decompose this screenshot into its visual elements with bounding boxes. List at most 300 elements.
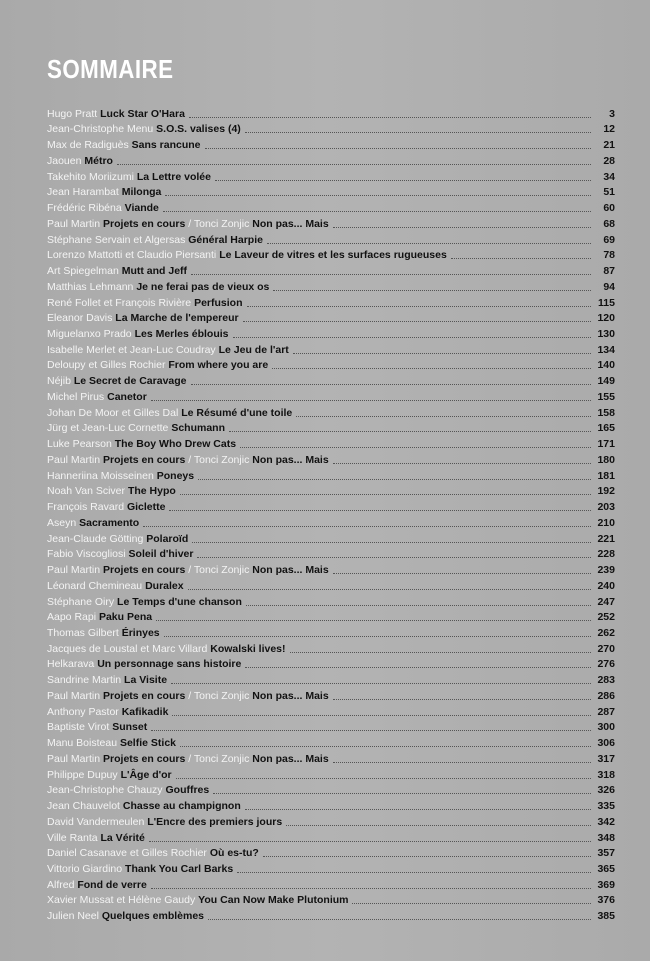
- dot-leader: [198, 478, 591, 480]
- entry-title: Perfusion: [194, 296, 243, 309]
- dot-leader: [172, 714, 591, 716]
- entry-title: Le Résumé d'une toile: [181, 406, 293, 419]
- entry-author: Paul Martin: [47, 752, 101, 765]
- entry-page-number: 3: [609, 107, 615, 120]
- entry-author: Sandrine Martin: [47, 674, 122, 687]
- toc-entry: [47, 231, 615, 247]
- toc-entry: [47, 813, 615, 829]
- entry-title: Je ne ferai pas de vieux os: [136, 280, 270, 293]
- toc-entry: [47, 829, 615, 845]
- table-of-contents: [47, 105, 615, 923]
- entry-page-number: 276: [597, 658, 615, 671]
- entry-page-number: 130: [597, 328, 615, 341]
- entry-author: Aapo Rapi: [47, 611, 97, 624]
- toc-entry: [47, 121, 615, 137]
- entry-title: Chasse au champignon: [122, 800, 241, 813]
- entry-author: Jean-Christophe Menu: [47, 123, 154, 136]
- entry-page-number: 60: [603, 202, 615, 215]
- dot-leader: [191, 383, 591, 385]
- entry-text: [47, 328, 229, 341]
- entry-author: Philippe Dupuy: [47, 768, 118, 781]
- toc-entry: [47, 105, 615, 121]
- entry-author: Stéphane Servain et Algersas: [47, 233, 186, 246]
- entry-title: Mutt and Jeff: [121, 265, 188, 278]
- dot-leader: [180, 745, 591, 747]
- dot-leader: [237, 871, 591, 873]
- dot-leader: [188, 588, 591, 590]
- entry-author: Art Spiegelman: [47, 265, 119, 278]
- dot-leader: [245, 666, 591, 668]
- dot-leader: [229, 430, 591, 432]
- entry-title: Projets en cours: [103, 689, 186, 702]
- dot-leader: [205, 147, 591, 149]
- entry-title: Schumann: [171, 422, 226, 435]
- entry-author: Julien Neel: [47, 910, 99, 923]
- entry-title: Projets en cours: [103, 217, 186, 230]
- dot-leader: [213, 792, 591, 794]
- entry-title-secondary: Non pas... Mais: [252, 217, 329, 230]
- entry-text: [47, 485, 176, 498]
- entry-separator: /: [185, 217, 194, 230]
- toc-entry: [47, 372, 615, 388]
- entry-page-number: 180: [597, 453, 615, 466]
- entry-text: [47, 123, 241, 136]
- entry-author: Paul Martin: [47, 564, 101, 577]
- entry-text: [47, 533, 188, 546]
- entry-text: [47, 690, 329, 703]
- entry-author: Jaouen: [47, 154, 82, 167]
- entry-title: Où es-tu?: [209, 847, 259, 860]
- entry-title: Gouffres: [165, 784, 210, 797]
- entry-page-number: 306: [597, 737, 615, 750]
- entry-page-number: 12: [603, 123, 615, 136]
- entry-title: Métro: [84, 154, 113, 167]
- entry-author: Fabio Viscogliosi: [47, 548, 126, 561]
- dot-leader: [151, 399, 591, 401]
- entry-title: Sunset: [112, 721, 148, 734]
- entry-text: [47, 737, 176, 750]
- dot-leader: [333, 761, 591, 763]
- entry-text: [47, 108, 185, 121]
- entry-page-number: 287: [597, 705, 615, 718]
- dot-leader: [286, 824, 591, 826]
- toc-entry: [47, 892, 615, 908]
- entry-title: Poneys: [156, 469, 195, 482]
- entry-title: Le Secret de Caravage: [73, 375, 187, 388]
- entry-title-secondary: Non pas... Mais: [252, 453, 329, 466]
- dot-leader: [149, 840, 591, 842]
- entry-title: La Vérité: [100, 831, 145, 844]
- entry-page-number: 348: [597, 831, 615, 844]
- entry-author: Jean Harambat: [47, 186, 119, 199]
- entry-author: Manu Boisteau: [47, 737, 118, 750]
- entry-text: [47, 706, 168, 719]
- entry-page-number: 94: [603, 280, 615, 293]
- entry-text: [47, 359, 268, 372]
- entry-page-number: 140: [597, 359, 615, 372]
- entry-page-number: 181: [597, 469, 615, 482]
- dot-leader: [215, 179, 591, 181]
- entry-page-number: 221: [597, 532, 615, 545]
- entry-author: Jürg et Jean-Luc Cornette: [47, 422, 169, 435]
- entry-title: Sans rancune: [131, 139, 201, 152]
- entry-title: S.O.S. valises (4): [156, 123, 241, 136]
- toc-entry: [47, 766, 615, 782]
- dot-leader: [333, 462, 591, 464]
- entry-page-number: 365: [597, 862, 615, 875]
- toc-entry: [47, 498, 615, 514]
- entry-text: [47, 894, 348, 907]
- entry-author: Takehito Moriizumi: [47, 170, 134, 183]
- entry-page-number: 262: [597, 626, 615, 639]
- entry-page-number: 369: [597, 878, 615, 891]
- toc-entry: [47, 483, 615, 499]
- entry-author: Noah Van Sciver: [47, 485, 126, 498]
- entry-title: Le Temps d'une chanson: [117, 595, 242, 608]
- entry-page-number: 203: [597, 501, 615, 514]
- dot-leader: [267, 242, 591, 244]
- entry-page-number: 252: [597, 611, 615, 624]
- entry-title: Projets en cours: [103, 564, 186, 577]
- entry-title: Milonga: [121, 186, 162, 199]
- entry-author: Miguelanxo Prado: [47, 328, 132, 341]
- dot-leader: [151, 729, 591, 731]
- entry-text: [47, 643, 286, 656]
- entry-text: [47, 391, 147, 404]
- entry-author: Néjib: [47, 375, 71, 388]
- entry-author: Helkarava: [47, 658, 95, 671]
- entry-text: [47, 800, 241, 813]
- entry-title: Kafikadik: [121, 705, 169, 718]
- toc-entry: [47, 467, 615, 483]
- entry-title: Thank You Carl Barks: [125, 862, 234, 875]
- entry-text: [47, 202, 159, 215]
- toc-entry: [47, 152, 615, 168]
- entry-page-number: 155: [597, 390, 615, 403]
- entry-text: [47, 155, 113, 168]
- entry-author: Aseyn: [47, 516, 77, 529]
- entry-title-secondary: Non pas... Mais: [252, 689, 329, 702]
- entry-text: [47, 470, 194, 483]
- toc-entry: [47, 388, 615, 404]
- entry-title: La Lettre volée: [136, 170, 211, 183]
- dot-leader: [451, 257, 591, 259]
- entry-author: Thomas Gilbert: [47, 626, 119, 639]
- entry-author: Deloupy et Gilles Rochier: [47, 359, 166, 372]
- dot-leader: [273, 289, 591, 291]
- entry-title: Kowalski lives!: [210, 642, 286, 655]
- dot-leader: [163, 210, 591, 212]
- toc-entry: [47, 341, 615, 357]
- toc-entry: [47, 561, 615, 577]
- toc-entry: [47, 577, 615, 593]
- dot-leader: [165, 194, 591, 196]
- entry-page-number: 21: [603, 139, 615, 152]
- toc-entry: [47, 703, 615, 719]
- entry-title: Selfie Stick: [119, 737, 176, 750]
- toc-entry: [47, 750, 615, 766]
- entry-author: Isabelle Merlet et Jean-Luc Coudray: [47, 343, 216, 356]
- entry-author: Baptiste Virot: [47, 721, 110, 734]
- entry-author: Eleanor Davis: [47, 312, 113, 325]
- entry-page-number: 87: [603, 265, 615, 278]
- entry-page-number: 228: [597, 548, 615, 561]
- dot-leader: [245, 808, 591, 810]
- entry-text: [47, 344, 289, 357]
- dot-leader: [243, 320, 591, 322]
- dot-leader: [333, 226, 591, 228]
- toc-entry: [47, 797, 615, 813]
- dot-leader: [247, 305, 592, 307]
- dot-leader: [246, 604, 591, 606]
- entry-title: Viande: [124, 202, 159, 215]
- entry-title: The Hypo: [127, 485, 176, 498]
- dot-leader: [197, 556, 591, 558]
- entry-author: David Vandermeulen: [47, 815, 145, 828]
- entry-author: François Ravard: [47, 501, 125, 514]
- entry-text: [47, 548, 193, 561]
- toc-entry: [47, 294, 615, 310]
- entry-title: Le Laveur de vitres et les surfaces rugueuses: [219, 249, 447, 262]
- entry-author: Max de Radiguès: [47, 139, 129, 152]
- entry-page-number: 385: [597, 910, 615, 923]
- entry-author: Frédéric Ribéna: [47, 202, 122, 215]
- dot-leader: [171, 682, 591, 684]
- entry-author: Paul Martin: [47, 217, 101, 230]
- toc-entry: [47, 687, 615, 703]
- entry-text: [47, 139, 201, 152]
- dot-leader: [156, 619, 591, 621]
- toc-entry: [47, 136, 615, 152]
- entry-text: [47, 580, 184, 593]
- toc-entry: [47, 247, 615, 263]
- entry-title: You Can Now Make Plutonium: [198, 894, 349, 907]
- entry-text: [47, 658, 241, 671]
- entry-author-secondary: Tonci Zonjic: [193, 689, 250, 702]
- toc-entry: [47, 719, 615, 735]
- entry-page-number: 376: [597, 894, 615, 907]
- entry-text: [47, 816, 282, 829]
- dot-leader: [333, 698, 591, 700]
- toc-entry: [47, 262, 615, 278]
- entry-title-secondary: Non pas... Mais: [252, 752, 329, 765]
- entry-title: Sacramento: [79, 516, 140, 529]
- toc-entry: [47, 876, 615, 892]
- dot-leader: [169, 509, 591, 511]
- entry-author-secondary: Tonci Zonjic: [193, 752, 250, 765]
- entry-separator: /: [185, 689, 194, 702]
- entry-text: [47, 627, 160, 640]
- dot-leader: [189, 116, 591, 118]
- entry-title: Duralex: [145, 579, 184, 592]
- entry-author-secondary: Tonci Zonjic: [193, 453, 250, 466]
- entry-page-number: 68: [603, 217, 615, 230]
- dot-leader: [151, 887, 591, 889]
- toc-entry: [47, 546, 615, 562]
- entry-text: [47, 312, 239, 325]
- entry-text: [47, 186, 161, 199]
- entry-text: [47, 234, 263, 247]
- entry-text: [47, 171, 211, 184]
- entry-page-number: 34: [603, 170, 615, 183]
- entry-page-number: 51: [603, 186, 615, 199]
- entry-author: Ville Ranta: [47, 831, 98, 844]
- entry-title: La Visite: [124, 674, 168, 687]
- entry-page-number: 357: [597, 847, 615, 860]
- entry-page-number: 326: [597, 784, 615, 797]
- entry-text: [47, 611, 152, 624]
- entry-page-number: 192: [597, 485, 615, 498]
- entry-title: Érinyes: [121, 626, 160, 639]
- toc-entry: [47, 278, 615, 294]
- entry-page-number: 120: [597, 312, 615, 325]
- toc-entry: [47, 357, 615, 373]
- entry-title: Soleil d'hiver: [128, 548, 194, 561]
- toc-entry: [47, 860, 615, 876]
- entry-text: [47, 265, 187, 278]
- dot-leader: [143, 525, 591, 527]
- dot-leader: [240, 446, 591, 448]
- dot-leader: [164, 635, 591, 637]
- toc-entry: [47, 325, 615, 341]
- toc-entry: [47, 640, 615, 656]
- toc-entry: [47, 451, 615, 467]
- entry-text: [47, 674, 167, 687]
- dot-leader: [192, 541, 591, 543]
- entry-page-number: 286: [597, 689, 615, 702]
- entry-separator: /: [185, 752, 194, 765]
- entry-text: [47, 422, 225, 435]
- entry-title: Général Harpie: [188, 233, 263, 246]
- dot-leader: [352, 902, 591, 904]
- entry-title: Le Jeu de l'art: [218, 343, 289, 356]
- entry-title: Luck Star O'Hara: [100, 107, 185, 120]
- dot-leader: [176, 777, 591, 779]
- entry-author: Paul Martin: [47, 453, 101, 466]
- entry-text: [47, 769, 172, 782]
- dot-leader: [180, 493, 591, 495]
- entry-author-secondary: Tonci Zonjic: [193, 217, 250, 230]
- toc-entry: [47, 420, 615, 436]
- dot-leader: [290, 651, 591, 653]
- entry-author: Johan De Moor et Gilles Dal: [47, 406, 179, 419]
- entry-text: [47, 438, 236, 451]
- entry-text: [47, 721, 147, 734]
- entry-page-number: 317: [597, 752, 615, 765]
- toc-entry: [47, 215, 615, 231]
- entry-title-secondary: Non pas... Mais: [252, 564, 329, 577]
- entry-text: [47, 832, 145, 845]
- entry-text: [47, 454, 329, 467]
- entry-page-number: 171: [597, 438, 615, 451]
- entry-title: Projets en cours: [103, 453, 186, 466]
- toc-entry: [47, 609, 615, 625]
- entry-page-number: 318: [597, 768, 615, 781]
- entry-page-number: 270: [597, 642, 615, 655]
- dot-leader: [272, 367, 591, 369]
- entry-author: Jean Chauvelot: [47, 800, 120, 813]
- entry-author: Alfred: [47, 878, 75, 891]
- page-title: SOMMAIRE: [47, 54, 174, 84]
- entry-author: René Follet et François Rivière: [47, 296, 192, 309]
- entry-page-number: 335: [597, 800, 615, 813]
- toc-entry: [47, 907, 615, 923]
- entry-author: Stéphane Oiry: [47, 595, 115, 608]
- entry-text: [47, 297, 243, 310]
- entry-text: [47, 249, 447, 262]
- toc-entry: [47, 435, 615, 451]
- entry-page-number: 78: [603, 249, 615, 262]
- entry-page-number: 165: [597, 422, 615, 435]
- entry-author: Matthias Lehmann: [47, 280, 134, 293]
- entry-page-number: 158: [597, 406, 615, 419]
- entry-title: Paku Pena: [98, 611, 153, 624]
- entry-title: Fond de verre: [77, 878, 147, 891]
- entry-text: [47, 218, 329, 231]
- dot-leader: [117, 163, 591, 165]
- entry-text: [47, 501, 165, 514]
- entry-page-number: 239: [597, 564, 615, 577]
- entry-page-number: 300: [597, 721, 615, 734]
- toc-entry: [47, 199, 615, 215]
- dot-leader: [333, 572, 591, 574]
- toc-entry: [47, 184, 615, 200]
- entry-title: Les Merles éblouis: [134, 328, 229, 341]
- entry-page-number: 247: [597, 595, 615, 608]
- entry-text: [47, 879, 147, 892]
- dot-leader: [233, 336, 591, 338]
- entry-text: [47, 564, 329, 577]
- entry-author: Daniel Casanave et Gilles Rochier: [47, 847, 207, 860]
- entry-text: [47, 863, 233, 876]
- entry-author: Hugo Pratt: [47, 107, 98, 120]
- entry-text: [47, 517, 139, 530]
- entry-text: [47, 596, 242, 609]
- entry-author-secondary: Tonci Zonjic: [193, 564, 250, 577]
- toc-entry: [47, 624, 615, 640]
- toc-entry: [47, 404, 615, 420]
- entry-separator: /: [185, 564, 194, 577]
- toc-entry: [47, 656, 615, 672]
- toc-entry: [47, 514, 615, 530]
- entry-page-number: 210: [597, 516, 615, 529]
- dot-leader: [245, 131, 591, 133]
- entry-page-number: 283: [597, 674, 615, 687]
- toc-entry: [47, 845, 615, 861]
- entry-author: Jacques de Loustal et Marc Villard: [47, 642, 208, 655]
- entry-text: [47, 784, 209, 797]
- toc-entry: [47, 671, 615, 687]
- entry-text: [47, 753, 329, 766]
- dot-leader: [296, 415, 591, 417]
- toc-entry: [47, 310, 615, 326]
- entry-text: [47, 281, 269, 294]
- entry-author: Lorenzo Mattotti et Claudio Piersanti: [47, 249, 217, 262]
- toc-entry: [47, 168, 615, 184]
- toc-entry: [47, 530, 615, 546]
- entry-page-number: 115: [598, 296, 615, 309]
- entry-author: Anthony Pastor: [47, 705, 119, 718]
- entry-author: Luke Pearson: [47, 438, 112, 451]
- entry-title: Giclette: [126, 501, 166, 514]
- entry-title: L'Âge d'or: [120, 768, 172, 781]
- entry-page-number: 240: [597, 579, 615, 592]
- entry-author: Xavier Mussat et Hélène Gaudy: [47, 894, 196, 907]
- entry-text: [47, 375, 187, 388]
- entry-page-number: 28: [603, 154, 615, 167]
- entry-text: [47, 910, 204, 923]
- entry-page-number: 69: [603, 233, 615, 246]
